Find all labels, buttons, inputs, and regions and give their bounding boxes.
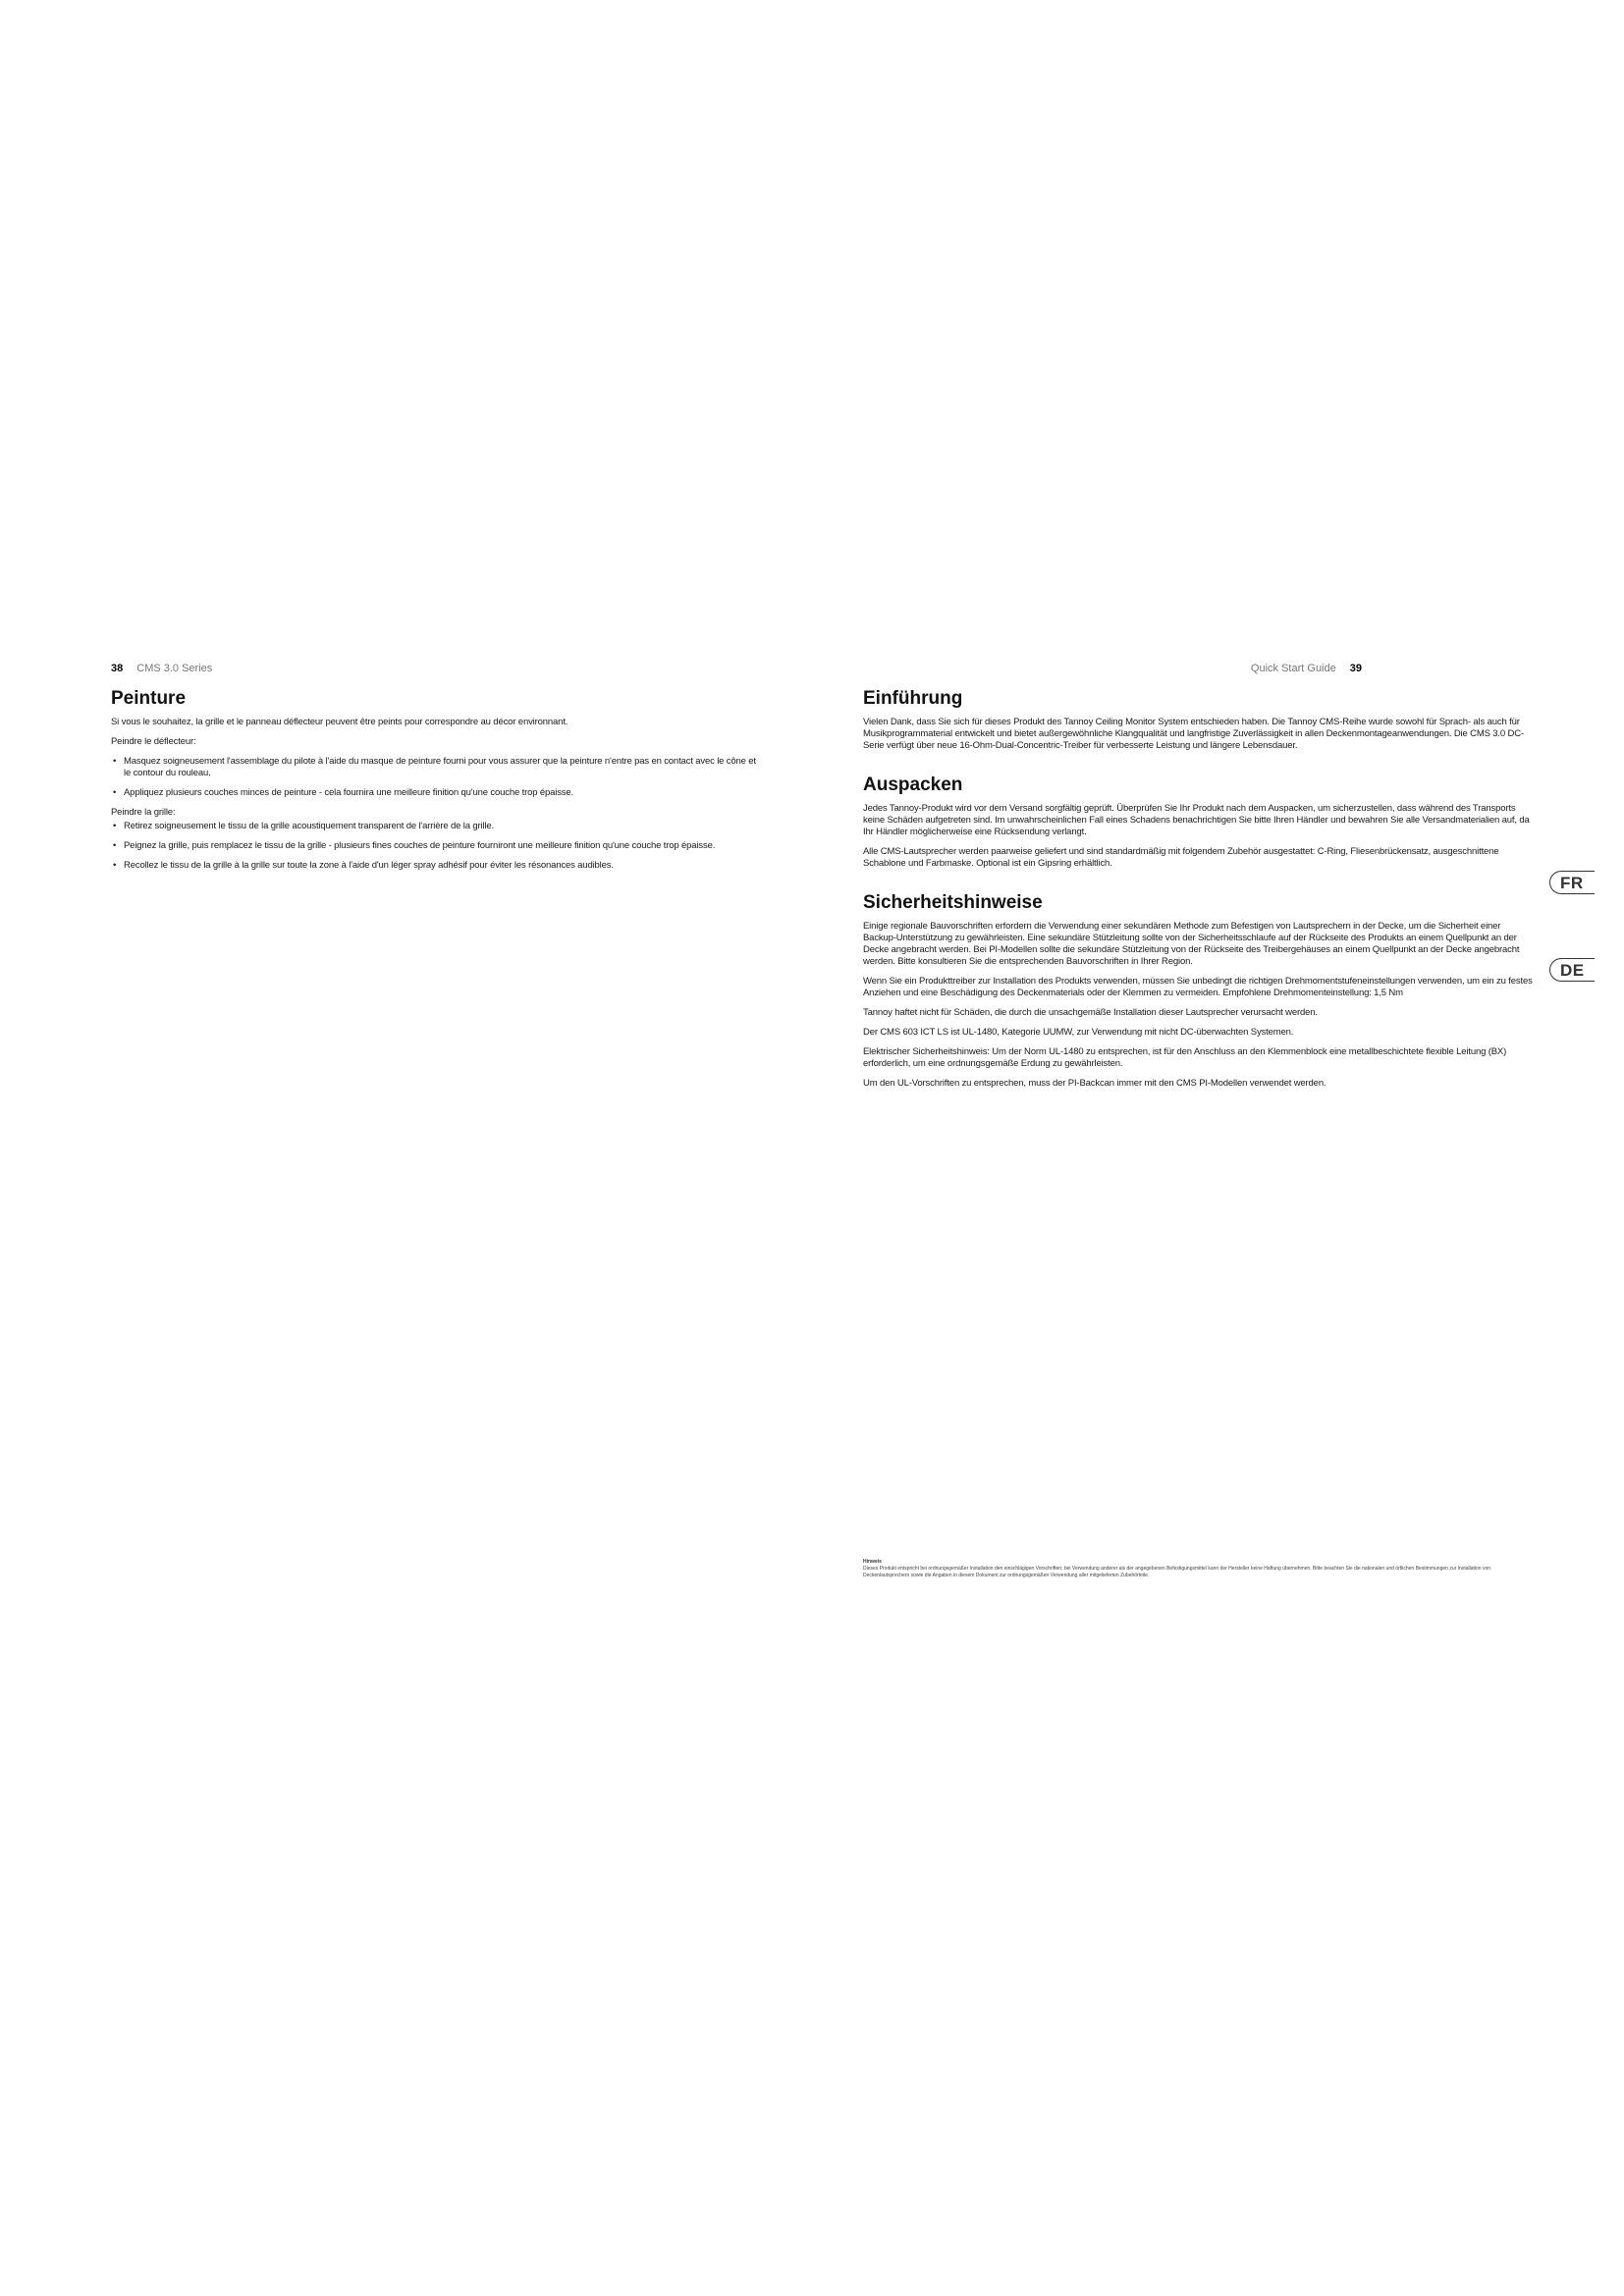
subsection-label: Peindre le déflecteur: <box>111 736 196 747</box>
paragraph: Um den UL-Vorschriften zu entsprechen, muss der PI-Backcan immer mit den CMS PI-Modellen verwendet werden. <box>863 1078 1326 1089</box>
page-number: 38 <box>111 663 124 674</box>
section-title: Peinture <box>111 688 187 709</box>
right-page-header <box>1251 662 1362 675</box>
footnote-text: Dieses Produkt entspricht bei ordnungsgemäßer Installation den einschlägigen Vorschriften; bei Verwendung anderer als der angegebenen Befestigungsmittel kann der Hersteller keine Haftung übernehmen. Bitte beachten Sie die nationalen und örtlichen Bestimmungen zur Installation von Deckenlautsprechern sowie die Angaben in diesem Dokument zur ordnungsgemäßen Verwendung aller mitgelieferten Zubehörteile. <box>863 1566 1491 1578</box>
section-intro: Si vous le souhaitez, la grille et le panneau déflecteur peuvent être peints pour correspondre au décor environnant. <box>111 717 568 727</box>
paragraph: Elektrischer Sicherheitshinweis: Um der Norm UL-1480 zu entsprechen, ist für den Anschluss an den Klemmenblock eine metallbeschichtete flexible Leitung (BX) erforderlich, um eine ordnungsgemäße Erdung zu gewährleisten. <box>863 1046 1507 1069</box>
paragraph: Alle CMS-Lautsprecher werden paarweise geliefert und sind standardmäßig mit folgendem Zubehör ausgestattet: C-Ring, Fliesenbrückensatz, ausgeschnittene Schablone und Farbmaske. Optional ist ein Gipsring erhältlich. <box>863 846 1499 869</box>
list-item: • Masquez soigneusement l'assemblage du pilote à l'aide du masque de peinture fourni pour vous assurer que la peinture n'entre pas en contact avec le cône et le contour du rouleau. <box>111 756 759 779</box>
paragraph: Vielen Dank, dass Sie sich für dieses Produkt des Tannoy Ceiling Monitor System entschieden haben. Die Tannoy CMS-Reihe wurde sowohl für Sprach- als auch für Musikprogrammaterial entwickelt und bietet außergewöhnliche Klangqualität und langfristige Zuverlässigkeit in allen Deckenmontageanwendungen. Die CMS 3.0 DC-Serie verfügt über neue 16-Ohm-Dual-Concentric-Treiber für verbesserte Leistung und längere Lebensdauer. <box>863 717 1524 751</box>
bullet-list <box>111 756 759 799</box>
section-title: Einführung <box>863 688 963 709</box>
paragraph: Jedes Tannoy-Produkt wird vor dem Versand sorgfältig geprüft. Überprüfen Sie Ihr Produkt nach dem Auspacken, um sicherzustellen, dass während des Transports keine Schäden aufgetreten sind. Im unwahrscheinlichen Fall eines Schadens benachrichtigen Sie bitte Ihren Händler und bewahren Sie alle Versandmaterialien auf, da Ihr Händler möglicherweise eine Rücksendung verlangt. <box>863 803 1530 837</box>
section-title: Auspacken <box>863 774 963 795</box>
paragraph: Wenn Sie ein Produkttreiber zur Installation des Produkts verwenden, müssen Sie unbedingt die richtigen Drehmomentstufeneinstellungen verwenden, um ein zu festes Anziehen und eine Beschädigung des Deckenmaterials oder der Klemmen zu vermeiden. Empfohlene Drehmomenteinstellung: 1,5 Nm <box>863 976 1533 998</box>
left-column <box>111 687 759 893</box>
section-sicherheitshinweise <box>863 891 1535 1090</box>
paragraph: Einige regionale Bauvorschriften erfordern die Verwendung einer sekundären Methode zum Befestigen von Lautsprechern in der Decke, um die Sicherheit einer Backup-Unterstützung zu gewährleisten. Eine sekundäre Stützleitung sollte von der Sicherheitsschlaufe auf der Rückseite des Produkts an einem Quellpunkt an der Decke angebracht werden. Bei PI-Modellen sollte die sekundäre Stützleitung von der Rückseite des Treibergehäuses an einem Quellpunkt an der Decke angebracht werden. Bitte konsultieren Sie die entsprechenden Bauvorschriften in Ihrer Region. <box>863 921 1520 967</box>
list-item: • Recollez le tissu de la grille à la grille sur toute la zone à l'aide d'un léger spray adhésif pour éviter les résonances audibles. <box>111 860 759 872</box>
footnote-title: Hinweis <box>863 1559 882 1565</box>
list-item: • Retirez soigneusement le tissu de la grille acoustiquement transparent de l'arrière de la grille. <box>111 821 759 832</box>
section-auspacken <box>863 774 1535 870</box>
running-title: Quick Start Guide <box>1250 663 1336 674</box>
left-page-header <box>111 662 212 675</box>
subsection-label: Peindre la grille: <box>111 807 176 818</box>
footnote <box>863 1559 1531 1579</box>
paragraph: Tannoy haftet nicht für Schäden, die durch die unsachgemäße Installation dieser Lautsprecher verursacht werden. <box>863 1007 1318 1018</box>
section-peinture <box>111 687 759 872</box>
bullet-list <box>111 821 759 872</box>
list-item: • Appliquez plusieurs couches minces de peinture - cela fournira une meilleure finition qu'une couche trop épaisse. <box>111 787 759 799</box>
section-einfuehrung <box>863 687 1535 752</box>
list-item: • Peignez la grille, puis remplacez le tissu de la grille - plusieurs fines couches de peinture fourniront une meilleure finition qu'une couche trop épaisse. <box>111 840 759 852</box>
right-page <box>812 0 1624 2296</box>
page-number: 39 <box>1349 663 1362 674</box>
language-tab-de[interactable]: DE <box>1549 958 1595 982</box>
section-title: Sicherheitshinweise <box>863 892 1043 913</box>
paragraph: Der CMS 603 ICT LS ist UL-1480, Kategorie UUMW, zur Verwendung mit nicht DC-überwachten Systemen. <box>863 1027 1294 1038</box>
running-title: CMS 3.0 Series <box>136 663 213 674</box>
language-tab-fr[interactable]: FR <box>1549 871 1595 894</box>
right-column <box>863 687 1535 1111</box>
